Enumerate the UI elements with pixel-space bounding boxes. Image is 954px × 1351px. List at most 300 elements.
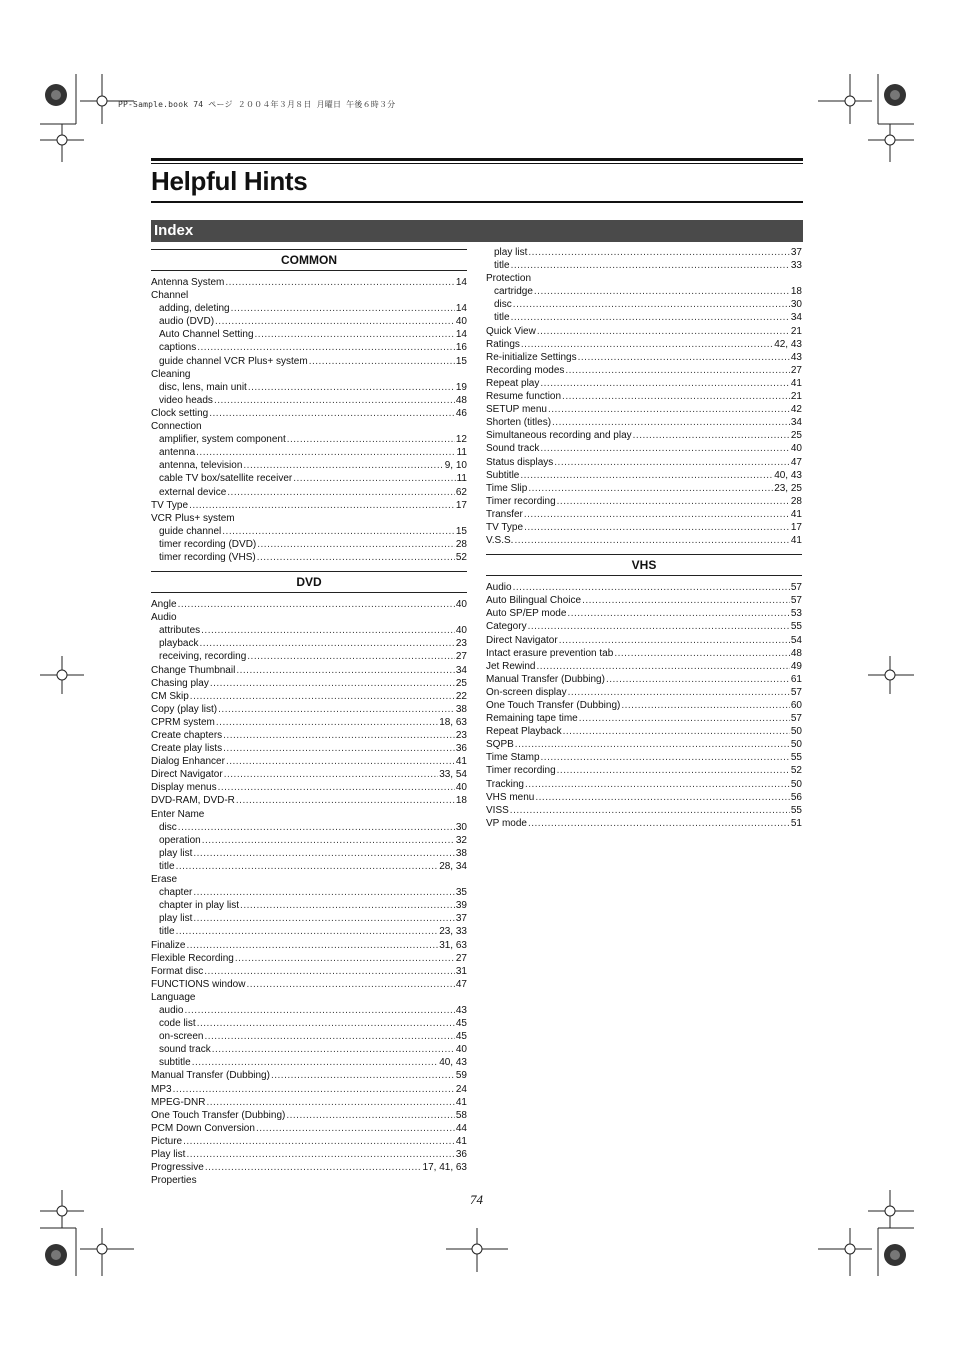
index-entry <box>486 377 802 390</box>
index-category <box>151 368 467 381</box>
index-entry-label: Progressive <box>151 1162 204 1174</box>
dot-leader <box>552 416 790 429</box>
index-page-reference: 41 <box>455 756 467 768</box>
index-entry <box>151 1083 467 1096</box>
index-subentry <box>486 298 802 311</box>
index-subentry <box>486 246 802 259</box>
index-page-reference: 40 <box>455 625 467 637</box>
index-entry-label: Angle <box>151 599 177 611</box>
index-entry <box>151 1122 467 1135</box>
index-page-reference: 36 <box>455 1149 467 1160</box>
index-page-reference: 55 <box>790 621 802 633</box>
index-entry-label: attributes <box>159 625 201 637</box>
index-page-reference: 14 <box>455 277 467 288</box>
index-subentry <box>151 834 467 847</box>
index-entry-label: Channel <box>151 290 189 302</box>
index-category <box>486 272 802 285</box>
index-entry-label: Subtitle <box>486 469 520 481</box>
index-page-reference: 43 <box>790 351 802 363</box>
index-page-reference: 31, 63 <box>439 939 467 951</box>
dot-leader <box>247 650 455 663</box>
dot-leader <box>510 804 790 817</box>
index-page-reference: 55 <box>790 804 802 816</box>
index-entry <box>486 456 802 469</box>
index-entry <box>486 791 802 804</box>
dot-leader <box>206 1096 454 1109</box>
index-entry-label: Auto SP/EP mode <box>486 608 567 620</box>
index-subentry <box>486 285 802 298</box>
index-entry-label: Quick View <box>486 325 536 337</box>
dot-leader <box>524 521 790 534</box>
index-entry-label: title <box>159 926 175 938</box>
index-entry-label: title <box>494 260 510 272</box>
dot-leader <box>535 791 790 804</box>
index-entry-label: Category <box>486 621 527 633</box>
dot-leader <box>186 1148 454 1161</box>
index-subentry <box>151 1043 467 1056</box>
index-page-reference: 40 <box>790 443 802 455</box>
index-subentry <box>151 328 467 341</box>
index-subentry <box>151 472 467 485</box>
index-entry <box>486 594 802 607</box>
dot-leader <box>212 1043 455 1056</box>
index-entry-label: Shorten (titles) <box>486 417 552 429</box>
dot-leader <box>582 594 790 607</box>
index-entry-label: On-screen display <box>486 686 567 698</box>
index-entry <box>486 521 802 534</box>
index-page-reference: 15 <box>455 525 467 537</box>
index-entry-label: VP mode <box>486 817 527 829</box>
index-entry-label: VCR Plus+ system <box>151 512 235 524</box>
dot-leader <box>216 716 438 729</box>
index-subentry <box>151 821 467 834</box>
page-title: Helpful Hints <box>151 166 308 196</box>
index-entry <box>486 699 802 712</box>
index-entry-label: MP3 <box>151 1083 172 1095</box>
index-category <box>151 1174 467 1187</box>
index-column-left <box>151 249 467 1187</box>
index-entry <box>486 647 802 660</box>
index-entry <box>151 781 467 794</box>
index-entry-label: video heads <box>159 394 213 406</box>
dot-leader <box>309 355 455 368</box>
index-page-reference: 16 <box>455 342 467 354</box>
index-entry-label: Erase <box>151 874 178 886</box>
index-entry-label: captions <box>159 342 197 354</box>
index-page-reference: 57 <box>790 713 802 725</box>
title-underline <box>151 201 803 203</box>
index-entry-label: title <box>159 860 175 872</box>
index-entry-label: subtitle <box>159 1057 191 1069</box>
index-entry-label: Manual Transfer (Dubbing) <box>486 673 605 685</box>
index-page-reference: 27 <box>790 364 802 376</box>
index-entry-label: Direct Navigator <box>151 769 223 781</box>
dot-leader <box>565 364 790 377</box>
index-page-reference: 32 <box>455 834 467 846</box>
index-subentry <box>151 1030 467 1043</box>
index-entry-label: TV Type <box>151 499 189 511</box>
index-subentry <box>151 860 467 873</box>
index-entry <box>151 978 467 991</box>
index-page-reference: 37 <box>455 913 467 925</box>
index-entry-label: disc, lens, main unit <box>159 381 247 393</box>
index-entry-label: Simultaneous recording and play <box>486 430 632 442</box>
index-entry <box>486 390 802 403</box>
index-page-reference: 24 <box>455 1083 467 1095</box>
index-page-reference: 40, 43 <box>774 469 802 481</box>
index-subentry <box>151 899 467 912</box>
dot-leader <box>190 690 455 703</box>
index-entry-label: play list <box>159 913 193 925</box>
index-entry <box>486 634 802 647</box>
dot-leader <box>562 390 790 403</box>
index-entry-label: cable TV box/satellite receiver <box>159 473 293 485</box>
index-entry-label: VHS menu <box>486 791 535 803</box>
dot-leader <box>578 351 790 364</box>
index-page-reference: 17 <box>790 521 802 533</box>
index-entry <box>151 276 467 289</box>
index-subentry <box>151 315 467 328</box>
dot-leader <box>513 298 790 311</box>
index-page-reference: 41 <box>790 377 802 389</box>
index-subentry <box>151 355 467 368</box>
index-entry <box>151 1096 467 1109</box>
index-group-heading: COMMON <box>151 249 467 271</box>
dot-leader <box>204 1030 454 1043</box>
dot-leader <box>256 1122 455 1135</box>
index-entry <box>486 508 802 521</box>
dot-leader <box>557 495 790 508</box>
index-entry <box>151 407 467 420</box>
index-section-bar <box>151 220 803 242</box>
index-entry <box>151 703 467 716</box>
index-page-reference: 27 <box>455 651 467 663</box>
index-page-reference: 56 <box>790 791 802 803</box>
index-page-reference: 15 <box>455 355 467 367</box>
index-page-reference: 55 <box>790 752 802 764</box>
index-page-reference: 57 <box>790 595 802 607</box>
index-page-reference: 45 <box>455 1018 467 1030</box>
index-page-reference: 28 <box>790 495 802 507</box>
index-entry <box>486 607 802 620</box>
index-subentry <box>151 341 467 354</box>
dot-leader <box>540 442 790 455</box>
index-entry-label: MPEG-DNR <box>151 1096 206 1108</box>
index-entry-label: Clock setting <box>151 407 209 419</box>
dot-leader <box>528 817 790 830</box>
dot-leader <box>176 925 439 938</box>
dot-leader <box>224 768 438 781</box>
index-page-reference: 23, 25 <box>774 482 802 494</box>
index-entry-label: Remaining tape time <box>486 713 578 725</box>
dot-leader <box>199 637 454 650</box>
dot-leader <box>201 624 455 637</box>
index-entry <box>151 598 467 611</box>
index-entry <box>486 738 802 751</box>
index-page-reference: 42, 43 <box>774 338 802 350</box>
index-page-reference: 14 <box>455 303 467 315</box>
index-page-reference: 41 <box>455 1135 467 1147</box>
index-page-reference: 42 <box>790 404 802 416</box>
index-entry <box>151 499 467 512</box>
index-entry <box>486 804 802 817</box>
index-subentry <box>151 381 467 394</box>
index-subentry <box>151 446 467 459</box>
index-page-reference: 48 <box>455 394 467 406</box>
dot-leader <box>225 276 455 289</box>
index-entry-label: Finalize <box>151 939 186 951</box>
index-entry-label: Format disc <box>151 965 204 977</box>
dot-leader <box>176 860 439 873</box>
index-page-reference: 33 <box>790 260 802 272</box>
dot-leader <box>197 341 455 354</box>
index-subentry <box>151 1004 467 1017</box>
index-entry-label: Tracking <box>486 778 524 790</box>
dot-leader <box>528 482 773 495</box>
dot-leader <box>205 1161 422 1174</box>
dot-leader <box>215 315 455 328</box>
index-subentry <box>151 486 467 499</box>
index-entry-label: One Touch Transfer (Dubbing) <box>486 700 621 711</box>
index-entry <box>151 1109 467 1122</box>
index-page-reference: 40, 43 <box>439 1057 467 1069</box>
index-entry-label: Jet Rewind <box>486 660 536 672</box>
index-page-reference: 34 <box>790 417 802 429</box>
index-entry-label: Time Slip <box>486 482 528 494</box>
index-entry-label: Manual Transfer (Dubbing) <box>151 1070 270 1082</box>
index-entry-label: Properties <box>151 1175 197 1187</box>
index-entry <box>151 716 467 729</box>
index-category <box>151 289 467 302</box>
index-entry-label: playback <box>159 638 199 650</box>
index-page-reference: 60 <box>790 700 802 711</box>
index-page-reference: 58 <box>455 1109 467 1121</box>
index-page-reference: 27 <box>455 952 467 964</box>
index-page-reference: 17, 41, 63 <box>422 1162 467 1174</box>
index-entry <box>151 1148 467 1161</box>
index-entry-label: Enter Name <box>151 808 205 820</box>
index-entry-label: DVD-RAM, DVD-R <box>151 795 235 807</box>
dot-leader <box>511 311 790 324</box>
index-page-reference: 12 <box>455 434 467 446</box>
index-entry-label: guide channel <box>159 525 222 537</box>
index-page-reference: 11 <box>456 473 467 485</box>
index-entry-label: sound track <box>159 1044 211 1056</box>
index-subentry <box>151 538 467 551</box>
index-entry-label: V.S.S. <box>486 535 514 547</box>
dot-leader <box>240 899 455 912</box>
dot-leader <box>173 1083 455 1096</box>
index-entry-label: Play list <box>151 1149 186 1160</box>
index-entry-label: Copy (play list) <box>151 703 218 715</box>
dot-leader <box>243 459 443 472</box>
index-column-right <box>486 246 802 830</box>
index-subentry <box>151 302 467 315</box>
index-entry-label: Status displays <box>486 456 554 468</box>
index-entry <box>486 442 802 455</box>
index-entry <box>486 581 802 594</box>
index-page-reference: 9, 10 <box>444 460 467 472</box>
index-page-reference: 41 <box>790 508 802 520</box>
dot-leader <box>255 328 455 341</box>
index-entry <box>151 1161 467 1174</box>
dot-leader <box>209 407 455 420</box>
index-entry-label: CM Skip <box>151 690 189 702</box>
index-entry <box>486 351 802 364</box>
index-entry <box>486 778 802 791</box>
index-group-heading: DVD <box>151 571 467 593</box>
index-entry-label: Intact erasure prevention tab <box>486 647 614 659</box>
index-entry-label: external device <box>159 486 227 498</box>
index-page-reference: 46 <box>455 407 467 419</box>
index-page-reference: 18 <box>455 795 467 807</box>
index-page-reference: 18, 63 <box>439 716 467 728</box>
index-category <box>151 420 467 433</box>
index-entry <box>486 416 802 429</box>
index-page-reference: 49 <box>790 660 802 672</box>
dot-leader <box>540 377 790 390</box>
index-entry-label: operation <box>159 834 201 846</box>
index-page-reference: 40 <box>455 1044 467 1056</box>
index-page-reference: 34 <box>790 312 802 324</box>
section-gap <box>486 547 802 554</box>
index-entry-label: play list <box>159 847 193 859</box>
dot-leader <box>189 499 455 512</box>
dot-leader <box>514 534 789 547</box>
dot-leader <box>554 456 790 469</box>
dot-leader <box>223 729 455 742</box>
index-entry-label: play list <box>494 247 528 258</box>
index-entry <box>486 495 802 508</box>
index-subentry <box>486 311 802 324</box>
index-page-reference: 30 <box>790 299 802 311</box>
index-page-reference: 19 <box>455 381 467 393</box>
index-entry <box>151 677 467 690</box>
index-entry <box>486 686 802 699</box>
index-page-reference: 62 <box>455 486 467 498</box>
dot-leader <box>515 738 790 751</box>
index-entry-label: SQPB <box>486 739 514 751</box>
index-page-reference: 59 <box>455 1070 467 1082</box>
index-category <box>151 873 467 886</box>
page-number: 74 <box>470 1192 483 1207</box>
index-page-reference: 50 <box>790 739 802 751</box>
index-page-reference: 23, 33 <box>439 926 467 938</box>
dot-leader <box>286 1109 455 1122</box>
index-entry-label: Recording modes <box>486 364 565 376</box>
index-subentry <box>486 259 802 272</box>
index-page-reference: 44 <box>455 1122 467 1134</box>
index-entry-label: antenna <box>159 447 196 459</box>
index-subentry <box>151 1056 467 1069</box>
index-page-reference: 28 <box>455 538 467 550</box>
dot-leader <box>178 821 455 834</box>
index-entry <box>486 429 802 442</box>
index-page-reference: 41 <box>790 535 802 547</box>
index-entry-label: receiving, recording <box>159 651 247 663</box>
index-entry <box>486 403 802 416</box>
index-entry <box>486 482 802 495</box>
dot-leader <box>196 446 455 459</box>
index-page-reference: 50 <box>790 726 802 738</box>
index-page-reference: 30 <box>455 821 467 833</box>
index-page-reference: 47 <box>455 978 467 990</box>
dot-leader <box>559 634 790 647</box>
index-category <box>151 808 467 821</box>
dot-leader <box>525 778 790 791</box>
dot-leader <box>178 598 455 611</box>
index-entry <box>151 794 467 807</box>
index-entry <box>486 725 802 738</box>
dot-leader <box>287 433 455 446</box>
index-entry-label: timer recording (DVD) <box>159 538 257 550</box>
index-page-reference: 47 <box>790 456 802 468</box>
index-page-reference: 40 <box>455 316 467 328</box>
index-entry-label: guide channel VCR Plus+ system <box>159 355 308 367</box>
index-page-reference: 23 <box>455 730 467 741</box>
index-entry-label: Repeat play <box>486 377 540 389</box>
index-subentry <box>151 1017 467 1030</box>
dot-leader <box>236 794 455 807</box>
index-entry <box>486 364 802 377</box>
index-entry <box>151 755 467 768</box>
index-entry <box>486 673 802 686</box>
index-entry <box>151 690 467 703</box>
index-entry-label: adding, deleting <box>159 303 230 315</box>
dot-leader <box>293 472 455 485</box>
index-entry-label: Create play lists <box>151 743 223 755</box>
dot-leader <box>214 394 455 407</box>
index-page-reference: 25 <box>455 677 467 689</box>
dot-leader <box>218 781 455 794</box>
index-page-reference: 18 <box>790 286 802 298</box>
index-entry-label: One Touch Transfer (Dubbing) <box>151 1109 286 1121</box>
dot-leader <box>222 525 455 538</box>
index-page-reference: 43 <box>455 1004 467 1016</box>
index-entry <box>486 660 802 673</box>
dot-leader <box>248 381 455 394</box>
index-page-reference: 21 <box>790 391 802 403</box>
index-entry-label: Repeat Playback <box>486 726 562 738</box>
dot-leader <box>223 742 455 755</box>
dot-leader <box>202 834 455 847</box>
index-subentry <box>151 433 467 446</box>
dot-leader <box>227 486 455 499</box>
index-entry-label: timer recording (VHS) <box>159 551 256 563</box>
index-group-heading: VHS <box>486 554 802 576</box>
index-entry-label: Protection <box>486 273 532 285</box>
index-entry <box>486 817 802 830</box>
dot-leader <box>633 429 790 442</box>
index-entry-label: Ratings <box>486 338 520 350</box>
index-entry-label: Dialog Enhancer <box>151 756 225 768</box>
dot-leader <box>193 847 455 860</box>
index-entry-label: Change Thumbnail <box>151 664 236 676</box>
index-page-reference: 22 <box>455 690 467 702</box>
index-entry-label: Re-initialize Settings <box>486 351 577 363</box>
index-entry <box>151 742 467 755</box>
index-entry-label: chapter in play list <box>159 900 240 912</box>
dot-leader <box>183 1135 455 1148</box>
index-entry-label: Antenna System <box>151 277 225 288</box>
index-entry-label: cartridge <box>494 286 533 298</box>
index-entry-label: code list <box>159 1018 196 1030</box>
dot-leader <box>513 581 790 594</box>
dot-leader <box>524 508 790 521</box>
index-page-reference: 50 <box>790 778 802 790</box>
index-entry <box>486 620 802 633</box>
dot-leader <box>536 660 789 673</box>
